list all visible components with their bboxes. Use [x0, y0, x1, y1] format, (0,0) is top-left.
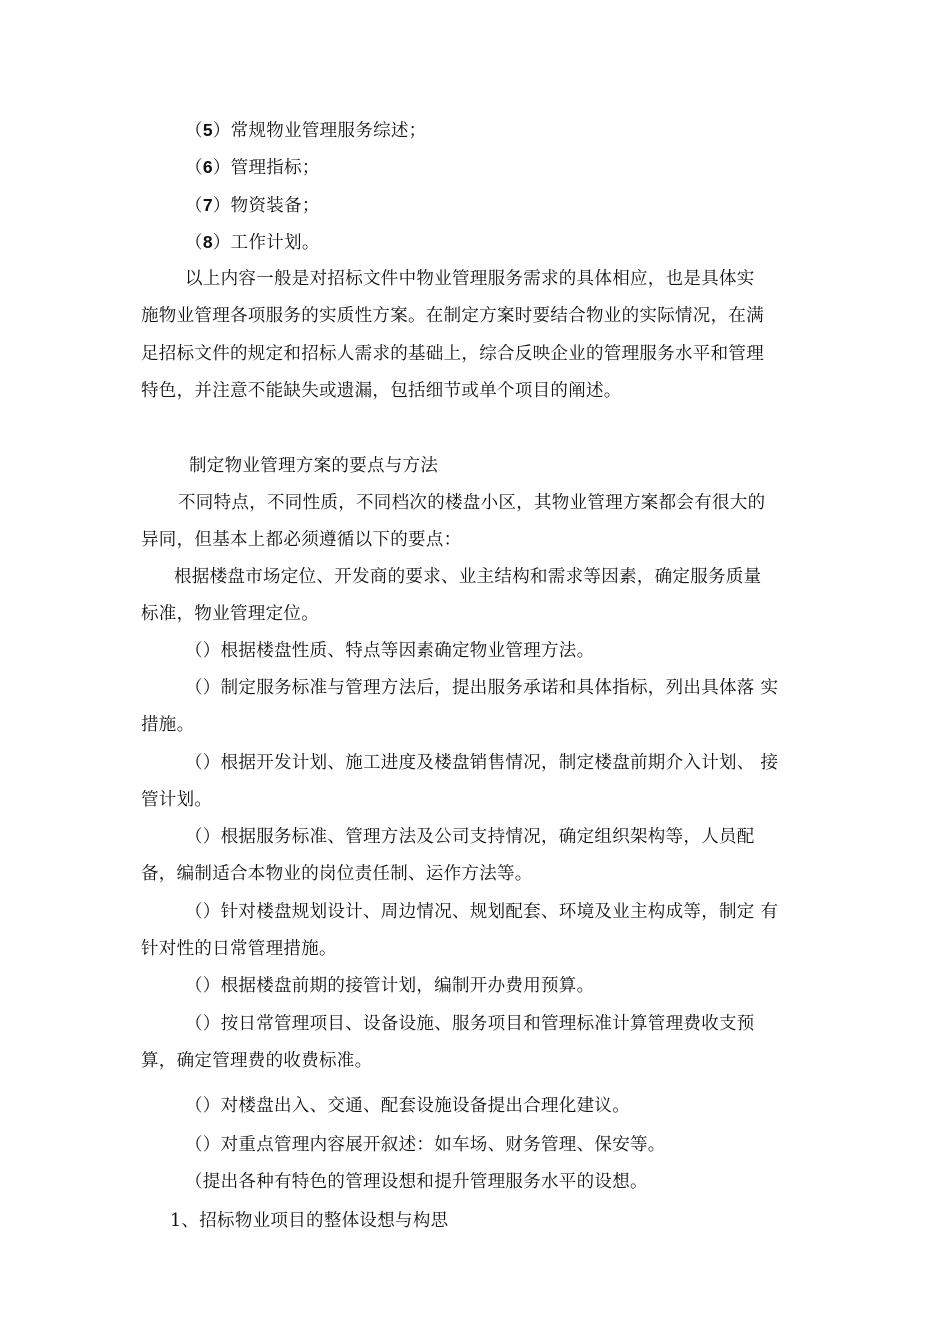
list-item: （）根据服务标准、管理方法及公司支持情况，确定组织架构等，人员配 — [185, 827, 755, 847]
list-item: （）制定服务标准与管理方法后，提出服务承诺和具体指标，列出具体落 实 — [185, 678, 779, 698]
list-text: 常规物业管理服务综述； — [230, 121, 427, 141]
paragraph-line: 施物业管理各项服务的实质性方案。在制定方案时要结合物业的实际情况，在满 — [141, 306, 764, 326]
paragraph-line: 标准，物业管理定位。 — [141, 604, 319, 624]
list-item: （8）工作计划。 — [185, 232, 320, 253]
list-text: 物资装备； — [230, 196, 320, 216]
subsection-heading: 1、招标物业项目的整体设想与构思 — [170, 1211, 449, 1231]
list-item: （5）常规物业管理服务综述； — [185, 120, 427, 141]
list-number: 5 — [202, 120, 213, 140]
list-item: （）根据开发计划、施工进度及楼盘销售情况，制定楼盘前期介入计划、 接 — [185, 753, 779, 773]
paragraph-line: 以上内容一般是对招标文件中物业管理服务需求的具体相应，也是具体实 — [185, 269, 755, 289]
list-item-continuation: 措施。 — [141, 715, 195, 735]
paragraph-line: 根据楼盘市场定位、开发商的要求、业主结构和需求等因素，确定服务质量 — [174, 567, 762, 587]
list-item: （）对重点管理内容展开叙述：如车场、财务管理、保安等。 — [185, 1135, 666, 1155]
list-number: 7 — [202, 195, 213, 215]
list-item: （6）管理指标； — [185, 157, 320, 178]
list-item-continuation: 管计划。 — [141, 790, 213, 810]
section-title: 制定物业管理方案的要点与方法 — [189, 456, 439, 476]
paragraph-line: 不同特点，不同性质，不同档次的楼盘小区，其物业管理方案都会有很大的 — [178, 493, 766, 513]
list-item-continuation: 备，编制适合本物业的岗位责任制、运作方法等。 — [141, 864, 533, 884]
list-text: 管理指标； — [230, 158, 320, 178]
list-number: 6 — [202, 157, 213, 177]
list-item: （）针对楼盘规划设计、周边情况、规划配套、环境及业主构成等，制定 有 — [185, 902, 779, 922]
list-item-continuation: 针对性的日常管理措施。 — [141, 939, 337, 959]
list-number: 8 — [202, 232, 213, 252]
paragraph-line: 足招标文件的规定和招标人需求的基础上，综合反映企业的管理服务水平和管理 — [141, 344, 764, 364]
list-text: 工作计划。 — [230, 233, 320, 253]
paragraph-line: 特色，并注意不能缺失或遗漏，包括细节或单个项目的阐述。 — [141, 381, 622, 401]
list-item: （提出各种有特色的管理设想和提升管理服务水平的设想。 — [185, 1172, 648, 1192]
list-item: （）根据楼盘性质、特点等因素确定物业管理方法。 — [185, 641, 595, 661]
list-item: （）对楼盘出入、交通、配套设施设备提出合理化建议。 — [185, 1096, 630, 1116]
list-item-continuation: 算，确定管理费的收费标准。 — [141, 1051, 373, 1071]
paragraph-line: 异同，但基本上都必须遵循以下的要点： — [141, 530, 462, 550]
list-item: （）根据楼盘前期的接管计划，编制开办费用预算。 — [185, 976, 595, 996]
list-item: （）按日常管理项目、设备设施、服务项目和管理标准计算管理费收支预 — [185, 1014, 755, 1034]
list-item: （7）物资装备； — [185, 195, 320, 216]
